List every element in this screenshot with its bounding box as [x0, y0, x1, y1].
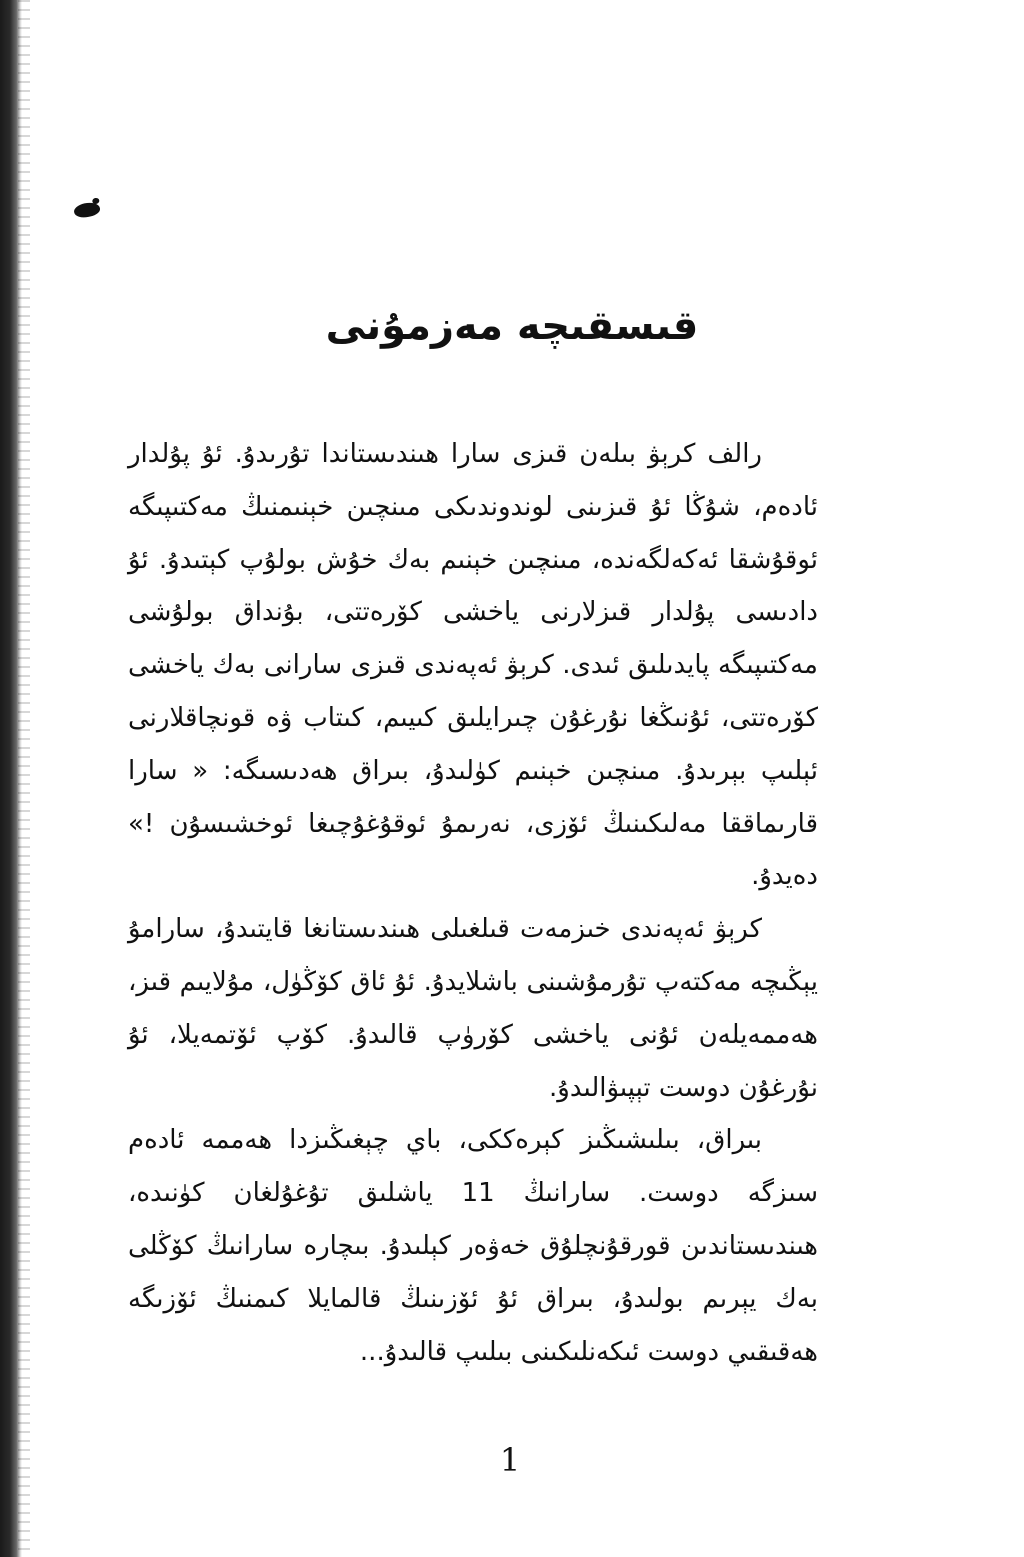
paragraph-2: كرېۋ ئەپەندى خىزمەت قىلغىلى ھىندىستانغا قايتىدۇ، سارامۇ يېڭىچە مەكتەپ تۇرمۇشىنى باشلايدۇ. ئۇ ئاق كۆڭۈل، مۇلايىم قىز، ھەممەيلەن ئۇنى ياخشى كۆرۈپ قالىدۇ. كۆپ ئۆتمەيلا، ئۇ نۇرغۇن دوست تېپىۋالىدۇ. [128, 914, 818, 1103]
ink-spot-mark [73, 200, 101, 219]
scan-edge-noise [18, 0, 30, 1557]
paragraph-3: بىراق، بىلىشىڭىز كېرەككى، باي چېغىڭىزدا ھەممە ئادەم سىزگە دوست. سارانىڭ 11 ياشلىق تۇغۇلغان كۈنىدە، ھىندىستاندىن قورقۇنچلۇق خەۋەر كېلىدۇ. بىچارە سارانىڭ كۆڭلى بەك يېرىم بولىدۇ، بىراق ئۇ ئۆزىنىڭ قالمايلا كىمنىڭ ئۆزىگە ھەقىقىي دوست ئىكەنلىكىنى بىلىپ قالىدۇ... [128, 1125, 818, 1367]
paragraph-1: رالف كرېۋ بىلەن قىزى سارا ھىندىستاندا تۇرىدۇ. ئۇ پۇلدار ئادەم، شۇڭا ئۇ قىزىنى لوندوندىكى مىنچىن خېنىمنىڭ مەكتىپىگە ئوقۇشقا ئەكەلگەندە، مىنچىن خېنىم بەك خۇش بولۇپ كېتىدۇ. ئۇ دادىسى پۇلدار قىزلارنى ياخشى كۆرەتتى، بۇنداق بولۇشى مەكتىپىگە پايدىلىق ئىدى. كرېۋ ئەپەندى قىزى سارانى بەك ياخشى كۆرەتتى، ئۇنىڭغا نۇرغۇن چىرايلىق كىيىم، كىتاب ۋە قونچاقلارنى ئېلىپ بېرىدۇ. مىنچىن خېنىم كۈلىدۇ، بىراق ھەدىسىگە: « سارا قارىماققا مەلىكىنىڭ ئۆزى، نەرىمۇ ئوقۇغۇچىغا ئوخشىسۇن !» دەيدۇ. [128, 439, 818, 892]
summary-text [128, 428, 818, 1378]
page-title: قىسقىچە مەزمۇنى [325, 303, 699, 349]
page-number: 1 [499, 1441, 521, 1479]
